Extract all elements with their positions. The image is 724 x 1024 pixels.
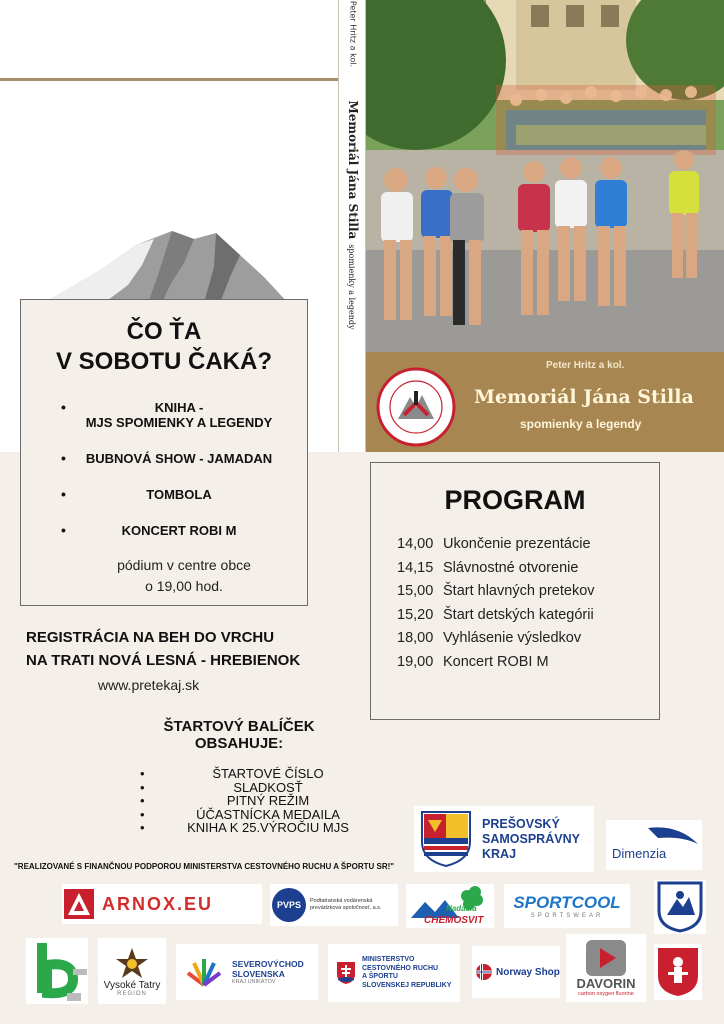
list-item: • KNIHA K 25.VÝROČIU MJS [140,821,376,835]
pvps-logo: PVPS Podtatranská vodárenská prevádzková spoločnosť, a.s. [270,884,398,926]
program-item: 14,00 Ukončenie prezentácie [397,536,591,552]
program-box [370,462,660,720]
chemosvit-foundation-logo: Nadácia CHEMOSVIT [406,884,494,928]
shield-icon [657,881,703,933]
runners-photo [366,0,724,352]
sportcool-logo: SPORTCOOL SPORTSWEAR [504,884,630,928]
list-item: • SLADKOSŤ [140,781,376,795]
dimenzia-logo: Dimenzia [606,820,702,870]
podium-note: pódium v centre obce o 19,00 hod. [117,557,251,594]
spine-author: Peter Hritz a kol. [348,0,358,68]
book-spine [338,0,366,452]
norway-shop-logo: Norway Shop [472,946,560,998]
coat-of-arms-icon [656,946,700,998]
norway-flag-icon [476,964,492,980]
spine-title: Memoriál Jána Stillaspomienky a legendy [346,100,360,330]
what-awaits-box [20,299,308,606]
registration-heading: REGISTRÁCIA NA BEH DO VRCHU NA TRATI NOVÁ LESNÁ - HREBIENOK [26,629,301,669]
list-item: • PITNÝ REŽIM [140,794,376,808]
book-cover-footer [366,352,724,452]
funding-note: "REALIZOVANÉ S FINANČNOU PODPOROU MINISTERSTVA CESTOVNÉHO RUCHU A ŠPORTU SR!" [14,862,395,871]
program-item: 15,20 Štart detských kategórii [397,606,594,623]
start-packet-list [140,767,376,835]
severovychod-logo: SEVEROVÝCHOD SLOVENSKA KRAJ UNIKÁTOV [176,944,318,1000]
mountain-icon [44,225,288,303]
list-item: • ŠTARTOVÉ ČÍSLO [140,767,376,781]
program-item: 15,00 Štart hlavných pretekov [397,583,595,599]
ministry-logo: MINISTERSTVO CESTOVNÉHO RUCHU A ŠPORTU SLOVENSKEJ REPUBLIKY [328,944,460,1002]
list-item: • KNIHA - MJS SPOMIENKY A LEGENDY [21,400,307,430]
program-heading: PROGRAM [444,485,586,515]
arnox-logo: ARNOX.EU [62,884,262,924]
vysoke-tatry-badge-logo [654,880,706,934]
vysoke-tatry-region-logo: Vysoké Tatry REGION [98,938,166,1004]
b-logo [26,938,88,1004]
slovak-coat-of-arms-icon [336,961,356,985]
list-item: • TOMBOLA [21,487,307,502]
program-item: 18,00 Vyhlásenie výsledkov [397,630,582,646]
program-item: 19,00 Koncert ROBI M [397,653,549,670]
program-item: 14,15 Slávnostné otvorenie [397,559,579,576]
davorin-logo: DAVORIN carbon oxygen fluorine [566,934,646,1002]
list-item: • KONCERT ROBI M [21,523,307,538]
what-awaits-heading: ČO ŤA V SOBOTU ČAKÁ? [56,318,272,375]
memorial-seal-icon [376,367,456,447]
star-icon [112,946,152,980]
presov-coat-of-arms-icon [420,810,472,868]
nova-lesna-coat-of-arms-logo [654,944,702,1000]
play-icon [586,940,626,976]
top-rule [0,78,338,81]
pvps-icon: PVPS [272,888,306,922]
list-item: • BUBNOVÁ SHOW - JAMADAN [21,451,307,466]
what-awaits-list [21,400,307,538]
cover-title: Memoriál Jána Stilla [474,386,694,408]
cover-subtitle: spomienky a legendy [520,417,642,431]
start-packet-heading: ŠTARTOVÝ BALÍČEK OBSAHUJE: [163,718,315,752]
cover-author: Peter Hritz a kol. [546,360,625,371]
sunburst-icon [182,955,226,989]
program-list [397,533,595,674]
registration-link[interactable]: www.pretekaj.sk [98,677,200,693]
list-item: • ÚČASTNÍCKA MEDAILA [140,808,376,822]
presov-region-logo: PREŠOVSKÝ SAMOSPRÁVNY KRAJ [414,806,594,872]
arnox-icon [64,889,94,919]
